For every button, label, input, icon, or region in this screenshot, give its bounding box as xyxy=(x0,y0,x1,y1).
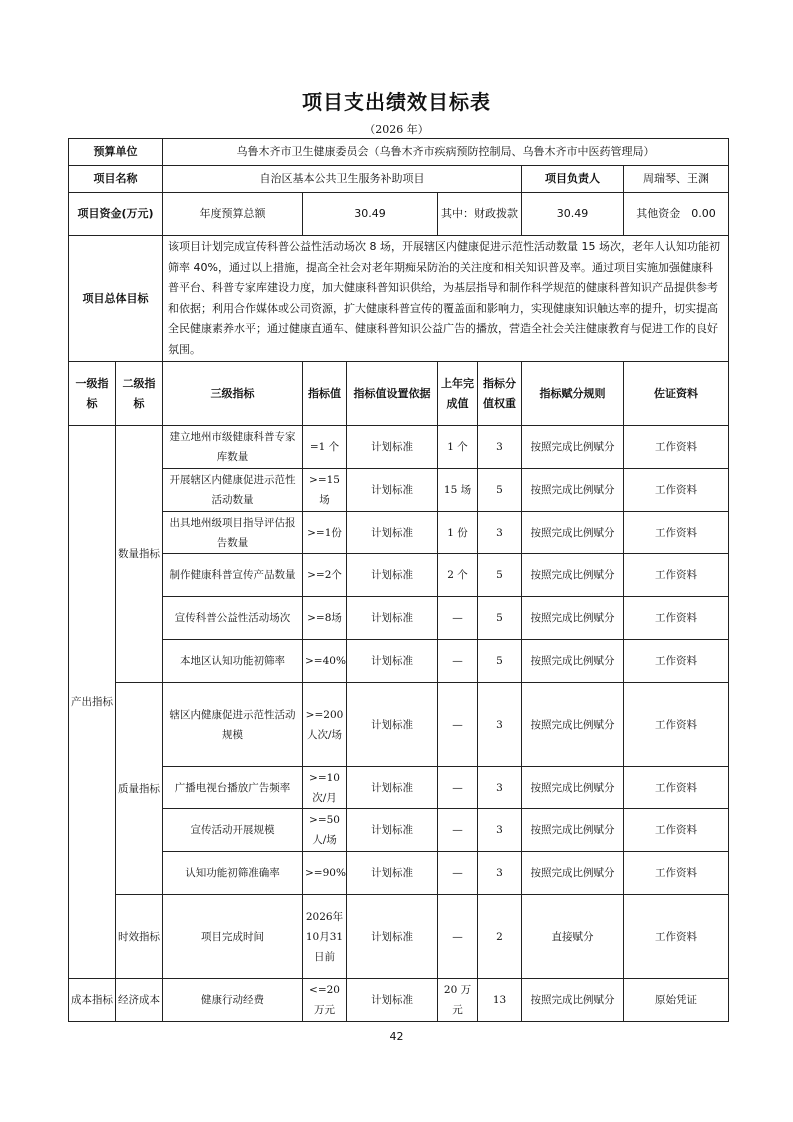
fiscal-value: 30.49 xyxy=(522,193,624,236)
indicator-basis: 计划标准 xyxy=(347,640,438,683)
group-quantity: 数量指标 xyxy=(116,426,163,683)
table-row xyxy=(69,512,729,554)
indicator-evidence: 工作资料 xyxy=(624,767,729,809)
indicator-rule: 按照完成比例赋分 xyxy=(522,683,624,767)
indicator-weight: 13 xyxy=(478,979,522,1022)
indicator-value: >=8场 xyxy=(303,597,347,640)
manager-label: 项目负责人 xyxy=(522,166,624,193)
table-row xyxy=(69,640,729,683)
indicator-rule: 按照完成比例赋分 xyxy=(522,809,624,852)
indicator-weight: 5 xyxy=(478,554,522,597)
indicator-rule: 按照完成比例赋分 xyxy=(522,597,624,640)
indicator-weight: 3 xyxy=(478,809,522,852)
indicator-name: 宣传科普公益性活动场次 xyxy=(163,597,303,640)
goal-text: 该项目计划完成宣传科普公益性活动场次 8 场，开展辖区内健康促进示范性活动数量 15 场次，老年人认知功能初筛率 40%，通过以上措施，提高全社会对老年期痴呆防治的关注度和相关知识普及率。通过项目实施加强健康科普平台、科普专家库建设力度，加大健康科普知识供给，为基层指导和制作科学规范的健康科普知识产品提供参考和依据；利用合作媒体或公司资源，扩大健康科普宣传的覆盖面和影响力，实现健康知识触达率的提升，切实提高全民健康素养水平；通过健康直通车、健康科普知识公益广告的播放，营造全社会关注健康教育与促进工作的良好氛围。 xyxy=(163,236,729,362)
table-row xyxy=(69,767,729,809)
indicator-basis: 计划标准 xyxy=(347,809,438,852)
indicator-last: — xyxy=(438,640,478,683)
indicator-value: >=10次/月 xyxy=(303,767,347,809)
indicator-name: 宣传活动开展规模 xyxy=(163,809,303,852)
col-level3: 三级指标 xyxy=(163,362,303,426)
col-rule: 指标赋分规则 xyxy=(522,362,624,426)
indicator-last: 15 场 xyxy=(438,469,478,512)
project-label: 项目名称 xyxy=(69,166,163,193)
indicator-evidence: 工作资料 xyxy=(624,640,729,683)
col-level1: 一级指标 xyxy=(69,362,116,426)
indicator-value: >=1份 xyxy=(303,512,347,554)
indicator-name: 辖区内健康促进示范性活动规模 xyxy=(163,683,303,767)
other-amount: 0.00 xyxy=(691,207,716,220)
annual-label: 年度预算总额 xyxy=(163,193,303,236)
indicator-value: >=40% xyxy=(303,640,347,683)
indicator-evidence: 工作资料 xyxy=(624,554,729,597)
indicator-basis: 计划标准 xyxy=(347,426,438,469)
indicator-value: >=2个 xyxy=(303,554,347,597)
funds-label: 项目资金(万元) xyxy=(69,193,163,236)
indicator-value: <=20万元 xyxy=(303,979,347,1022)
annual-value: 30.49 xyxy=(303,193,438,236)
indicator-rule: 按照完成比例赋分 xyxy=(522,512,624,554)
indicator-evidence: 工作资料 xyxy=(624,512,729,554)
project-value: 自治区基本公共卫生服务补助项目 xyxy=(163,166,522,193)
indicator-name: 制作健康科普宣传产品数量 xyxy=(163,554,303,597)
indicator-value: =1 个 xyxy=(303,426,347,469)
col-value: 指标值 xyxy=(303,362,347,426)
indicator-last: — xyxy=(438,809,478,852)
col-weight: 指标分值权重 xyxy=(478,362,522,426)
indicator-evidence: 原始凭证 xyxy=(624,979,729,1022)
table-row xyxy=(69,852,729,895)
indicator-weight: 3 xyxy=(478,852,522,895)
indicator-rule: 按照完成比例赋分 xyxy=(522,767,624,809)
indicator-evidence: 工作资料 xyxy=(624,809,729,852)
indicator-last: 2 个 xyxy=(438,554,478,597)
indicator-weight: 5 xyxy=(478,469,522,512)
group-economic: 经济成本 xyxy=(116,979,163,1022)
indicator-rule: 按照完成比例赋分 xyxy=(522,979,624,1022)
indicator-value: >=50人/场 xyxy=(303,809,347,852)
indicator-rule: 按照完成比例赋分 xyxy=(522,426,624,469)
indicator-evidence: 工作资料 xyxy=(624,426,729,469)
budget-year: （2026 年） xyxy=(364,123,429,136)
table-row xyxy=(69,426,729,469)
group-output: 产出指标 xyxy=(69,426,116,979)
indicator-rule: 按照完成比例赋分 xyxy=(522,469,624,512)
indicator-weight: 3 xyxy=(478,426,522,469)
indicator-name: 健康行动经费 xyxy=(163,979,303,1022)
group-quality: 质量指标 xyxy=(116,683,163,895)
indicator-evidence: 工作资料 xyxy=(624,597,729,640)
indicator-basis: 计划标准 xyxy=(347,767,438,809)
indicator-basis: 计划标准 xyxy=(347,895,438,979)
indicator-weight: 3 xyxy=(478,767,522,809)
indicator-rule: 直接赋分 xyxy=(522,895,624,979)
indicator-value: 2026年10月31日前 xyxy=(303,895,347,979)
goal-row xyxy=(69,236,729,362)
col-level2: 二级指标 xyxy=(116,362,163,426)
indicator-value: >=200人次/场 xyxy=(303,683,347,767)
indicator-last: — xyxy=(438,895,478,979)
indicator-last: 1 份 xyxy=(438,512,478,554)
indicator-basis: 计划标准 xyxy=(347,554,438,597)
indicator-rule: 按照完成比例赋分 xyxy=(522,554,624,597)
indicator-name: 项目完成时间 xyxy=(163,895,303,979)
indicator-rule: 按照完成比例赋分 xyxy=(522,852,624,895)
indicator-weight: 3 xyxy=(478,512,522,554)
indicator-last: — xyxy=(438,683,478,767)
unit-row xyxy=(69,139,729,166)
indicator-name: 开展辖区内健康促进示范性活动数量 xyxy=(163,469,303,512)
indicator-evidence: 工作资料 xyxy=(624,852,729,895)
indicator-evidence: 工作资料 xyxy=(624,683,729,767)
table-row xyxy=(69,809,729,852)
funds-row xyxy=(69,193,729,236)
indicator-basis: 计划标准 xyxy=(347,512,438,554)
table-row xyxy=(69,683,729,767)
col-last-year: 上年完成值 xyxy=(438,362,478,426)
indicator-evidence: 工作资料 xyxy=(624,895,729,979)
indicator-name: 出具地州级项目指导评估报告数量 xyxy=(163,512,303,554)
table-row xyxy=(69,895,729,979)
table-row xyxy=(69,554,729,597)
group-timeliness: 时效指标 xyxy=(116,895,163,979)
indicator-basis: 计划标准 xyxy=(347,979,438,1022)
col-evidence: 佐证资料 xyxy=(624,362,729,426)
unit-value: 乌鲁木齐市卫生健康委员会（乌鲁木齐市疾病预防控制局、乌鲁木齐市中医药管理局） xyxy=(163,139,729,166)
indicator-last: — xyxy=(438,597,478,640)
indicator-last: — xyxy=(438,852,478,895)
indicator-name: 建立地州市级健康科普专家库数量 xyxy=(163,426,303,469)
indicator-value: >=15场 xyxy=(303,469,347,512)
unit-label: 预算单位 xyxy=(69,139,163,166)
goal-label: 项目总体目标 xyxy=(69,236,163,362)
fiscal-label: 其中：财政拨款 xyxy=(438,193,522,236)
indicator-last: 20 万元 xyxy=(438,979,478,1022)
indicator-last: — xyxy=(438,767,478,809)
page-number: 42 xyxy=(389,1030,404,1043)
indicator-basis: 计划标准 xyxy=(347,469,438,512)
table-row xyxy=(69,469,729,512)
indicator-weight: 3 xyxy=(478,683,522,767)
table-row xyxy=(69,597,729,640)
project-row xyxy=(69,166,729,193)
indicator-rule: 按照完成比例赋分 xyxy=(522,640,624,683)
other-label: 其他资金 xyxy=(636,207,681,220)
col-basis: 指标值设置依据 xyxy=(347,362,438,426)
column-header-row xyxy=(69,362,729,426)
indicator-name: 广播电视台播放广告频率 xyxy=(163,767,303,809)
indicator-weight: 5 xyxy=(478,640,522,683)
indicator-value: >=90% xyxy=(303,852,347,895)
indicator-name: 本地区认知功能初筛率 xyxy=(163,640,303,683)
indicator-weight: 5 xyxy=(478,597,522,640)
group-cost: 成本指标 xyxy=(69,979,116,1022)
manager-value: 周瑞琴、王渊 xyxy=(624,166,729,193)
indicator-basis: 计划标准 xyxy=(347,683,438,767)
indicator-name: 认知功能初筛准确率 xyxy=(163,852,303,895)
table-row xyxy=(69,979,729,1022)
indicator-weight: 2 xyxy=(478,895,522,979)
indicator-last: 1 个 xyxy=(438,426,478,469)
indicator-evidence: 工作资料 xyxy=(624,469,729,512)
indicator-basis: 计划标准 xyxy=(347,852,438,895)
other-value xyxy=(624,193,729,236)
page-title: 项目支出绩效目标表 xyxy=(302,90,491,114)
indicator-basis: 计划标准 xyxy=(347,597,438,640)
performance-target-table xyxy=(68,138,729,1022)
